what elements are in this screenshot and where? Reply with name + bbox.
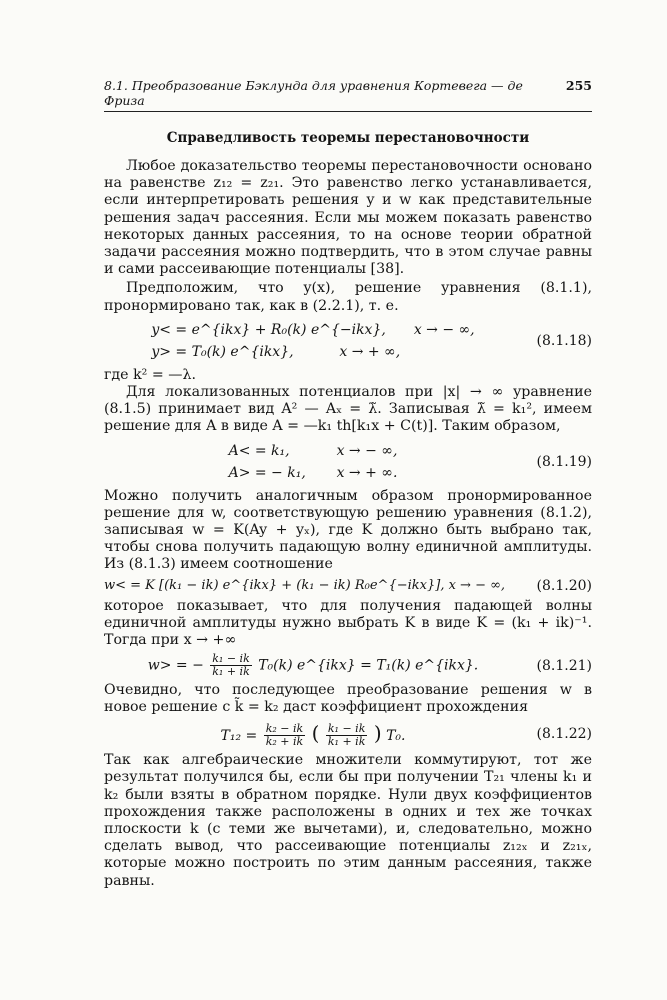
paragraph-5: Можно получить аналогичным образом пронормированное решение для w, соответствующую решению уравнения (8.1.2), записывая w = K(Ay + yₓ), где K должно быть выбрано так, чтобы снова получить падающую волну единичной амплитуды. Из (8.1.3) имеем соотношение: [104, 487, 592, 573]
equation-8-1-20: [104, 578, 592, 594]
eq22-lhs: T₁₂ =: [220, 727, 258, 744]
right-paren: ): [373, 720, 382, 745]
eq18-row2-right: x → + ∞,: [339, 343, 401, 360]
equation-8-1-21: [104, 653, 592, 678]
left-paren: (: [311, 720, 320, 745]
page-number: 255: [565, 78, 592, 93]
eq22-fraction-2: [326, 723, 367, 748]
eq21-frac-den: k₁ + ik: [212, 665, 250, 679]
running-header: [104, 78, 592, 112]
eq21-lhs: w> = −: [147, 657, 204, 674]
eq21-frac-num: k₁ − ik: [212, 652, 250, 666]
paragraph-3: где k² = —λ.: [104, 366, 196, 383]
equation-8-1-22: [104, 721, 592, 749]
eq21-fraction: [210, 653, 251, 678]
equation-label: (8.1.20): [536, 577, 592, 594]
eq18-row2-left: y> = T₀(k) e^{ikx},: [151, 343, 294, 360]
paragraph-2: Предположим, что y(x), решение уравнения (8.1.1), пронормировано так, как в (2.2.1), т. е.: [104, 280, 592, 314]
header-title: 8.1. Преобразование Бэклунда для уравнения Кортевега — де Фриза: [104, 78, 523, 108]
equation-label: (8.1.22): [536, 726, 592, 743]
eq22-fraction-1: [264, 723, 305, 748]
eq22-frac2-den: k₁ + ik: [327, 735, 366, 749]
eq19-row2-left: A> = − k₁,: [228, 464, 306, 481]
eq18-row1-right: x → − ∞,: [413, 321, 475, 338]
eq22-frac2-num: k₁ − ik: [327, 722, 366, 736]
paragraph-6: которое показывает, что для получения падающей волны единичной амплитуды нужно выбрать K в виде K = (k₁ + ik)⁻¹. Тогда при x → +∞: [104, 597, 592, 649]
eq20-text: w< = K [(k₁ − ik) e^{ikx} + (k₁ − ik) R₀e^{−ikx}], x → − ∞,: [104, 578, 506, 594]
eq21-rhs: T₀(k) e^{ikx} = T₁(k) e^{ikx}.: [258, 657, 479, 674]
section-title: Справедливость теоремы перестановочности: [166, 130, 530, 146]
eq18-row1-left: y< = e^{ikx} + R₀(k) e^{−ikx},: [151, 321, 386, 338]
paragraph-1: Любое доказательство теоремы перестановочности основано на равенстве z₁₂ = z₂₁. Это равенство легко устанавливается, если интерпретировать решения y и w как представительные решения задач рассеяния. Если мы можем показать равенство некоторых данных рассеяния, то на основе теории обратной задачи рассеяния можно подтвердить, что в этом случае равны и сами рассеивающие потенциалы [38].: [104, 158, 592, 278]
equation-8-1-19: [104, 440, 592, 484]
book-page: [104, 78, 592, 890]
eq19-row2-right: x → + ∞.: [336, 464, 398, 481]
eq22-frac1-num: k₂ − ik: [265, 722, 304, 736]
eq19-row1-left: A< = k₁,: [228, 442, 290, 459]
equation-label: (8.1.21): [536, 657, 592, 674]
paragraph-8: Так как алгебраические множители коммутируют, тот же результат получился бы, если бы при получении T₂₁ члены k₁ и k₂ были взяты в обратном порядке. Нули двух коэффициентов прохождения также расположены в одних и тех же точках плоскости k (с теми же вычетами), и, следовательно, можно сделать вывод, что рассеивающие потенциалы z₁₂ₓ и z₂₁ₓ, которые можно построить по этим данным рассеяния, также равны.: [104, 752, 592, 889]
paragraph-4: Для локализованных потенциалов при |x| → ∞ уравнение (8.1.5) принимает вид A² — Aₓ = λ̃. Записывая λ̃ = k₁², имеем решение для A в виде A = —k₁ th[k₁x + C(t)]. Таким образом,: [104, 384, 592, 435]
eq22-frac1-den: k₂ + ik: [265, 735, 304, 749]
equation-label: (8.1.19): [536, 453, 592, 470]
eq22-rhs: T₀.: [386, 727, 406, 744]
paragraph-7: Очевидно, что последующее преобразование решения w в новое решение с k̃ = k₂ даст коэффициент прохождения: [104, 682, 592, 716]
eq19-row1-right: x → − ∞,: [336, 442, 398, 459]
equation-8-1-18: [104, 319, 592, 363]
equation-label: (8.1.18): [536, 332, 592, 349]
